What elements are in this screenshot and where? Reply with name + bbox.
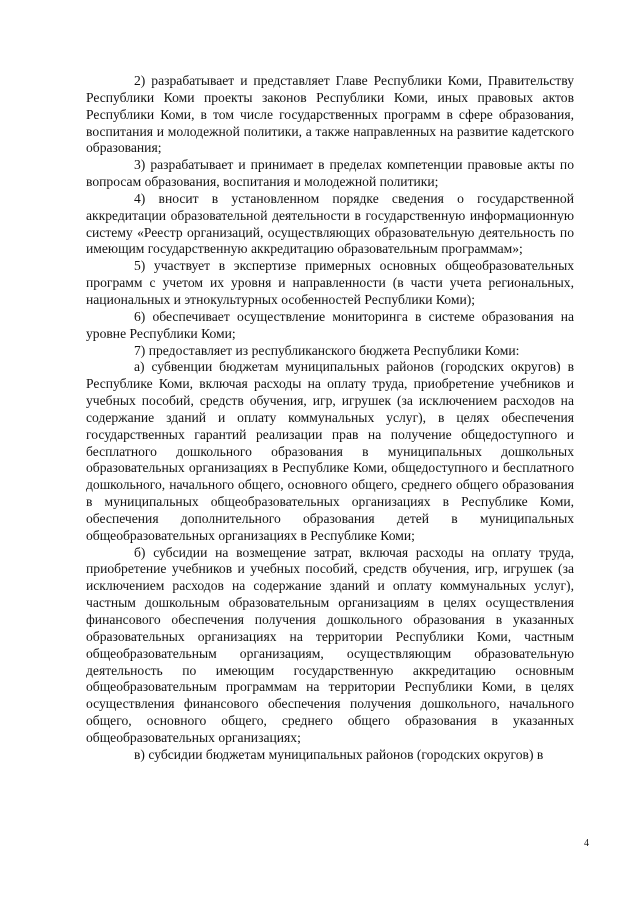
paragraph-subitem-v: в) субсидии бюджетам муниципальных районов (городских округов) в bbox=[134, 746, 544, 762]
paragraph-item-6: 6) обеспечивает осуществление мониторинга в системе образования на уровне Республики Коми; bbox=[86, 308, 574, 341]
body-text bbox=[86, 73, 574, 764]
paragraph-subitem-b: б) субсидии на возмещение затрат, включая расходы на оплату труда, приобретение учебников и учебных пособий, средств обучения, игр, игрушек (за исключением расходов на содержание зданий и оплату коммунальных услуг), частным дошкольным образовательным организациям в целях осуществления финансового обеспечения получения дошкольного образования в указанных образовательных организациях на территории Республики Коми, частным общеобразовательным организациям, осуществляющим образовательную деятельность по имеющим государственную аккредитацию основным общеобразовательным программам на территории Республики Коми, в целях осуществления финансового обеспечения получения дошкольного, начального общего, основного общего, среднего общего образования в указанных общеобразовательных организациях; bbox=[86, 544, 574, 745]
paragraph-item-4: 4) вносит в установленном порядке сведения о государственной аккредитации образовательной деятельности в государственную информационную систему «Реестр организаций, осуществляющих образовательную деятельность по имеющим государственную аккредитацию образовательным программам»; bbox=[86, 190, 574, 257]
paragraph-item-5: 5) участвует в экспертизе примерных основных общеобразовательных программ с учетом их уровня и направленности (в части учета региональных, национальных и этнокультурных особенностей Республики Коми); bbox=[86, 258, 574, 307]
paragraph-item-2: 2) разрабатывает и представляет Главе Республики Коми, Правительству Республики Коми проекты законов Республики Коми, иных правовых актов Республики Коми, в том числе государственных программ в сфере образования, воспитания и молодежной политики, а также направленных на развитие кадетского образования; bbox=[86, 73, 574, 156]
paragraph-subitem-a: а) субвенции бюджетам муниципальных районов (городских округов) в Республике Коми, включая расходы на оплату труда, приобретение учебников и учебных пособий, средств обучения, игр, игрушек (за исключением расходов на содержание зданий и оплату коммунальных услуг), в целях обеспечения государственных гарантий реализации прав на получение общедоступного и бесплатного дошкольного образования в муниципальных дошкольных образовательных организациях в Республике Коми, общедоступного и бесплатного дошкольного, начального общего, основного общего, среднего общего образования в муниципальных общеобразовательных организациях в Республике Коми, обеспечения дополнительного образования детей в муниципальных общеобразовательных организациях в Республике Коми; bbox=[86, 359, 574, 543]
paragraph-item-7: 7) предоставляет из республиканского бюджета Республики Коми: bbox=[134, 342, 520, 358]
paragraph-item-3: 3) разрабатывает и принимает в пределах компетенции правовые акты по вопросам образования, воспитания и молодежной политики; bbox=[86, 157, 574, 190]
page-number: 4 bbox=[584, 838, 589, 849]
